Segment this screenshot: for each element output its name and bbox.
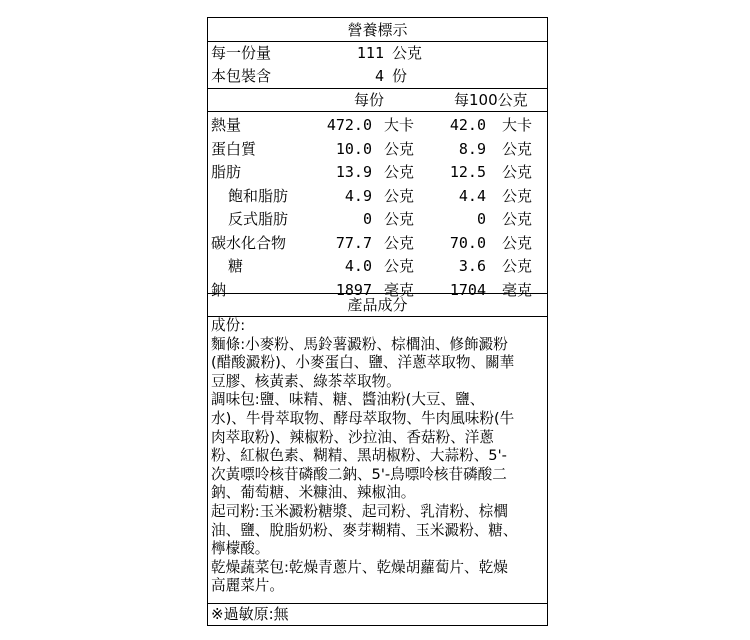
- nutrient-value-per-serving: 472.0: [326, 116, 372, 134]
- nutrient-name: 熱量: [211, 116, 242, 134]
- ingredients-line: 麵條:小麥粉、馬鈴薯澱粉、棕櫚油、修飾澱粉: [211, 335, 508, 353]
- nutrient-name: 反式脂肪: [228, 210, 289, 228]
- ingredients-line: 成份:: [211, 317, 246, 334]
- nutrient-value-per-serving: 13.9: [335, 163, 372, 181]
- nutrient-value-per-100g: 42.0: [449, 116, 486, 134]
- nutrient-value-per-serving: 10.0: [335, 139, 372, 158]
- ingredients-line: 水)、牛骨萃取物、酵母萃取物、牛肉風味粉(牛: [211, 409, 515, 427]
- nutrient-value-per-100g: 8.9: [458, 139, 486, 158]
- nutrient-name: 蛋白質: [211, 139, 257, 158]
- ingredients-title: 產品成分: [347, 296, 408, 314]
- nutrient-name: 鈉: [211, 280, 227, 299]
- nutrient-value-per-serving: 77.7: [335, 233, 372, 252]
- nutrient-unit-per-serving: 公克: [384, 233, 415, 252]
- nutrient-unit-per-100g: 公克: [502, 210, 533, 228]
- ingredients-line: 調味包:鹽、味精、糖、醬油粉(大豆、鹽、: [211, 391, 485, 409]
- ingredients-line: 鈉、葡萄糖、米糠油、辣椒油。: [211, 484, 416, 502]
- ingredients-line: 高麗菜片。: [211, 577, 284, 595]
- nutrient-value-per-100g: 0: [476, 210, 486, 228]
- col-per-100g: 每100公克: [454, 91, 528, 109]
- servings-label: 本包裝含: [211, 67, 272, 85]
- ingredients-line: (醋酸澱粉)、小麥蛋白、鹽、洋蔥萃取物、關華: [211, 354, 515, 372]
- nutrient-unit-per-serving: 公克: [384, 210, 415, 228]
- nutrient-name: 碳水化合物: [211, 233, 287, 252]
- nutrient-unit-per-100g: 公克: [502, 163, 533, 181]
- serving-size-unit: 公克: [392, 44, 423, 62]
- nutrient-unit-per-serving: 大卡: [384, 116, 415, 134]
- ingredients-line: 豆膠、核黃素、綠茶萃取物。: [211, 372, 401, 390]
- serving-size-value: 111: [356, 44, 384, 62]
- nutrient-value-per-serving: 4.0: [344, 257, 372, 275]
- nutrient-value-per-100g: 1704: [449, 280, 486, 299]
- nutrient-unit-per-100g: 公克: [502, 257, 533, 275]
- nutrient-value-per-serving: 0: [362, 210, 372, 228]
- servings-unit: 份: [392, 67, 408, 85]
- nutrient-name: 糖: [228, 257, 244, 275]
- ingredients-line: 粉、紅椒色素、糊精、黑胡椒粉、大蒜粉、5'-: [211, 447, 507, 465]
- nutrient-unit-per-100g: 毫克: [502, 280, 533, 299]
- nutrient-unit-per-100g: 公克: [502, 233, 533, 252]
- nutrient-unit-per-serving: 公克: [384, 163, 415, 181]
- col-per-serving: 每份: [354, 91, 385, 109]
- nutrient-unit-per-100g: 大卡: [502, 116, 533, 134]
- nutrient-name: 脂肪: [211, 163, 242, 181]
- nutrient-unit-per-100g: 公克: [502, 139, 533, 158]
- nutrient-value-per-100g: 4.4: [458, 186, 486, 205]
- nutrient-value-per-100g: 70.0: [449, 233, 486, 252]
- nutrient-value-per-serving: 4.9: [344, 186, 372, 205]
- nutrient-value-per-100g: 3.6: [458, 257, 486, 275]
- nutrient-name: 飽和脂肪: [228, 186, 289, 205]
- nutrition-label: [207, 17, 548, 626]
- nutrient-value-per-100g: 12.5: [449, 163, 486, 181]
- nutrient-value-per-serving: 1897: [335, 280, 372, 299]
- nutrient-unit-per-serving: 公克: [384, 257, 415, 275]
- servings-value: 4: [374, 67, 384, 85]
- nutrient-unit-per-serving: 公克: [384, 186, 415, 205]
- ingredients-line: 檸檬酸。: [211, 540, 270, 558]
- ingredients-line: 乾燥蔬菜包:乾燥青蔥片、乾燥胡蘿蔔片、乾燥: [211, 558, 508, 576]
- label-title: 營養標示: [347, 21, 408, 39]
- nutrient-unit-per-serving: 毫克: [384, 280, 415, 299]
- ingredients-line: 油、鹽、脫脂奶粉、麥芽糊精、玉米澱粉、糖、: [211, 521, 518, 539]
- ingredients-text: [211, 317, 547, 596]
- serving-size-label: 每一份量: [211, 44, 272, 62]
- divider: [208, 111, 547, 112]
- allergen-info: ※過敏原:無: [211, 605, 289, 623]
- ingredients-line: 起司粉:玉米澱粉糖漿、起司粉、乳清粉、棕櫚: [211, 502, 508, 520]
- nutrient-unit-per-100g: 公克: [502, 186, 533, 205]
- nutrient-unit-per-serving: 公克: [384, 139, 415, 158]
- ingredients-line: 次黃嘌呤核苷磷酸二鈉、5'-鳥嘌呤核苷磷酸二: [211, 465, 507, 483]
- ingredients-line: 肉萃取粉)、辣椒粉、沙拉油、香菇粉、洋蔥: [211, 428, 494, 446]
